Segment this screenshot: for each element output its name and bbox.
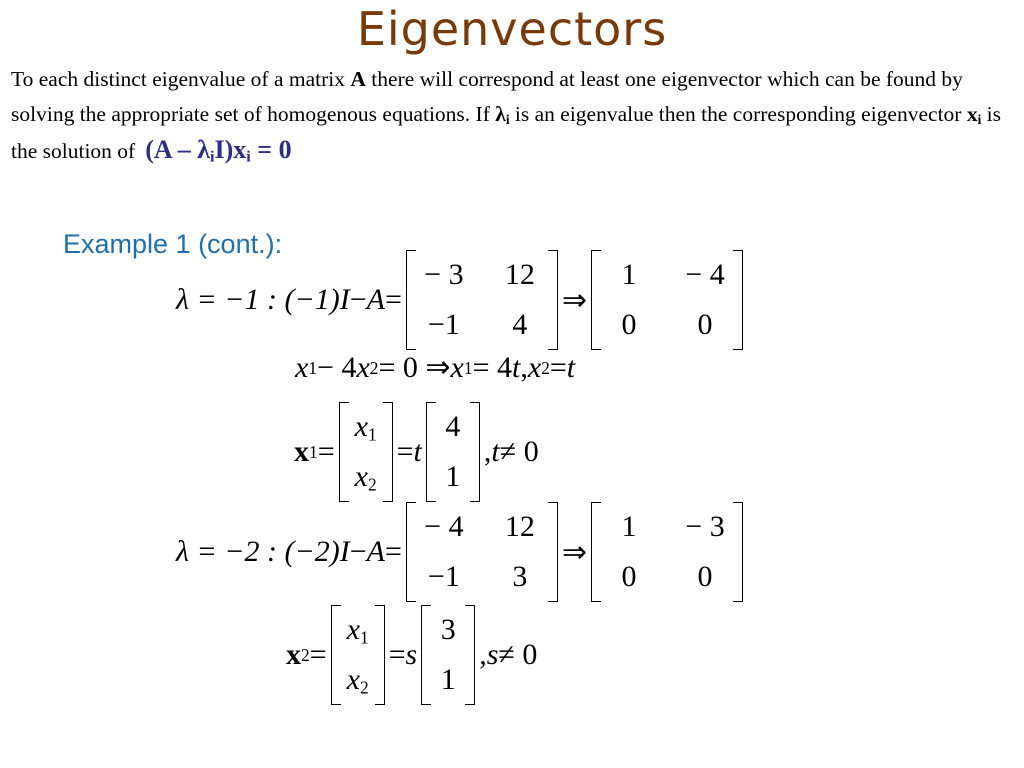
eigen-equation: $(A - \lambda_iI)x_i = 0$: [145, 135, 292, 166]
vector-coeff-2: 3 1: [421, 605, 475, 705]
intro-text-4: is the solution of: [11, 102, 1001, 163]
eigenvector-2: x 2 = $x_1$ $x_2$ = s 3 1 , s ≠ 0: [286, 605, 537, 705]
lambda-1-lhs: λ = −1 : (−1): [176, 283, 340, 316]
implies-symbol-2: ⇒: [561, 535, 588, 569]
eq-lambda-minus-2: λ = −2 : (−2) I − A = − 4 12 −1 3 ⇒ 1 − 3 0 0: [176, 502, 747, 602]
lambda-2-lhs: λ = −2 : (−2): [176, 535, 340, 568]
vector-coeff-1: 4 1: [426, 402, 480, 502]
intro-text-3: is an eigenvalue then the corresponding eigenvector: [509, 102, 967, 126]
implies-symbol: ⇒: [561, 283, 588, 317]
intro-text-2: there will correspond at least one eigenvector which can be found by solving the appropriate set of homogenous equations. If: [11, 67, 963, 126]
slide-title: Eigenvectors: [356, 2, 668, 56]
eq-lambda-minus-1: λ = −1 : (−1) I − A = − 3 12 −1 4 ⇒ 1 − 4 0 0: [176, 250, 747, 350]
matrix-lambda-1: − 3 12 −1 4: [406, 250, 558, 350]
eigenvector-1: x 1 = $x_1$ $x_2$ = t 4 1 , t ≠ 0: [294, 402, 539, 502]
eq-solution-1: x 1 − 4 x 2 = 0 ⇒ x 1 = 4 t , x 2 = t: [295, 350, 576, 384]
matrix-symbol: A: [366, 283, 385, 316]
vector-x-2: $x_1$ $x_2$: [331, 605, 385, 705]
reduced-matrix-lambda-1: 1 − 4 0 0: [591, 250, 743, 350]
example-label: Example 1 (cont.):: [63, 229, 283, 259]
reduced-matrix-lambda-2: 1 − 3 0 0: [591, 502, 743, 602]
intro-matrix-a: A: [350, 67, 366, 91]
vector-x-1: $x_1$ $x_2$: [339, 402, 393, 502]
intro-lambda: $\lambda_i$: [495, 102, 510, 127]
identity-symbol: I: [339, 283, 350, 316]
intro-eigenvector-x: $x_i$: [966, 102, 982, 127]
matrix-lambda-2: − 4 12 −1 3: [406, 502, 558, 602]
intro-paragraph: [11, 62, 1016, 169]
intro-text-1: To each distinct eigenvalue of a matrix: [11, 67, 351, 91]
